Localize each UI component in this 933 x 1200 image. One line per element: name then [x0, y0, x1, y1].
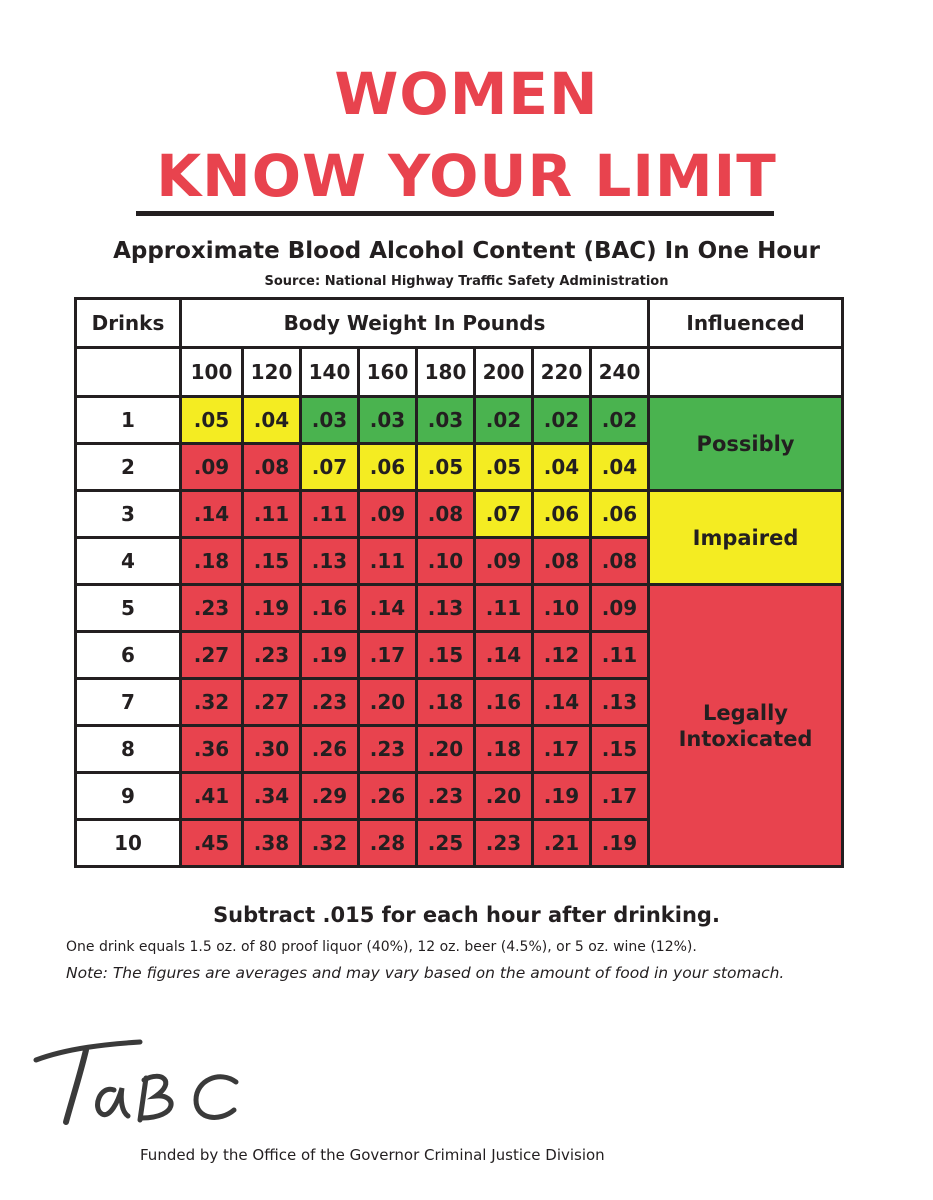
bac-cell: .23 [181, 585, 243, 632]
title-know-your-limit: KNOW YOUR LIMIT [156, 142, 777, 210]
bac-cell: .30 [243, 726, 301, 773]
bac-cell: .06 [533, 491, 591, 538]
bac-cell: .09 [475, 538, 533, 585]
bac-cell: .12 [533, 632, 591, 679]
weight-header-220: 220 [533, 348, 591, 397]
zone-label-line1: Legally [703, 700, 788, 725]
bac-cell: .23 [243, 632, 301, 679]
drinks-count: 1 [76, 397, 181, 444]
drinks-count: 2 [76, 444, 181, 491]
drinks-count: 6 [76, 632, 181, 679]
bac-table [74, 297, 844, 868]
bac-cell: .16 [301, 585, 359, 632]
weight-header-200: 200 [475, 348, 533, 397]
drinks-header: Drinks [76, 299, 181, 348]
bac-cell: .19 [243, 585, 301, 632]
bac-cell: .13 [301, 538, 359, 585]
chart-subtitle: Approximate Blood Alcohol Content (BAC) In One Hour [113, 238, 820, 264]
bac-cell: .20 [417, 726, 475, 773]
bac-cell: .15 [591, 726, 649, 773]
bac-cell: .14 [181, 491, 243, 538]
bac-cell: .08 [533, 538, 591, 585]
weight-header-160: 160 [359, 348, 417, 397]
bac-cell: .17 [359, 632, 417, 679]
bac-cell: .04 [591, 444, 649, 491]
bac-cell: .13 [417, 585, 475, 632]
bac-cell: .28 [359, 820, 417, 867]
drinks-count: 10 [76, 820, 181, 867]
drinks-count: 8 [76, 726, 181, 773]
bac-cell: .38 [243, 820, 301, 867]
bac-cell: .17 [591, 773, 649, 820]
bac-cell: .11 [591, 632, 649, 679]
bac-cell: .07 [475, 491, 533, 538]
zone-impaired: Impaired [649, 491, 843, 585]
bac-cell: .45 [181, 820, 243, 867]
bac-cell: .08 [243, 444, 301, 491]
zone-legally-intoxicated [649, 585, 843, 867]
bac-cell: .19 [591, 820, 649, 867]
bac-cell: .09 [181, 444, 243, 491]
bac-cell: .08 [591, 538, 649, 585]
bac-cell: .04 [243, 397, 301, 444]
bac-cell: .11 [301, 491, 359, 538]
weight-header-100: 100 [181, 348, 243, 397]
bac-cell: .23 [475, 820, 533, 867]
title-underline [136, 211, 774, 216]
bac-cell: .32 [301, 820, 359, 867]
bac-cell: .17 [533, 726, 591, 773]
bac-cell: .09 [591, 585, 649, 632]
bac-cell: .21 [533, 820, 591, 867]
drinks-count: 3 [76, 491, 181, 538]
bac-cell: .23 [359, 726, 417, 773]
bac-cell: .27 [243, 679, 301, 726]
bac-cell: .19 [301, 632, 359, 679]
tabc-logo [28, 1030, 248, 1130]
drinks-count: 9 [76, 773, 181, 820]
bac-cell: .23 [417, 773, 475, 820]
bac-cell: .02 [591, 397, 649, 444]
bac-cell: .18 [417, 679, 475, 726]
drink-definition: One drink equals 1.5 oz. of 80 proof liquor (40%), 12 oz. beer (4.5%), or 5 oz. wine (12%). [66, 939, 697, 955]
bac-cell: .05 [417, 444, 475, 491]
bac-cell: .16 [475, 679, 533, 726]
table-row [76, 491, 843, 538]
bac-cell: .34 [243, 773, 301, 820]
bac-cell: .08 [417, 491, 475, 538]
subtract-note: Subtract .015 for each hour after drinking. [213, 903, 720, 927]
bac-cell: .25 [417, 820, 475, 867]
bac-cell: .14 [475, 632, 533, 679]
bac-cell: .26 [301, 726, 359, 773]
bac-cell: .14 [359, 585, 417, 632]
source-line: Source: National Highway Traffic Safety Administration [264, 274, 669, 289]
bac-cell: .23 [301, 679, 359, 726]
bac-cell: .20 [359, 679, 417, 726]
bac-cell: .10 [533, 585, 591, 632]
bac-cell: .13 [591, 679, 649, 726]
bac-cell: .03 [417, 397, 475, 444]
bac-cell: .02 [475, 397, 533, 444]
bac-cell: .29 [301, 773, 359, 820]
bac-cell: .06 [591, 491, 649, 538]
bac-cell: .02 [533, 397, 591, 444]
bac-cell: .03 [359, 397, 417, 444]
bac-cell: .18 [475, 726, 533, 773]
averages-note: Note: The figures are averages and may vary based on the amount of food in your stomach. [66, 964, 785, 982]
bac-cell: .05 [181, 397, 243, 444]
drinks-count: 4 [76, 538, 181, 585]
bac-cell: .03 [301, 397, 359, 444]
drinks-count: 7 [76, 679, 181, 726]
table-row [76, 585, 843, 632]
bac-cell: .20 [475, 773, 533, 820]
weight-header-120: 120 [243, 348, 301, 397]
bac-cell: .15 [417, 632, 475, 679]
bac-cell: .04 [533, 444, 591, 491]
bac-cell: .26 [359, 773, 417, 820]
bac-cell: .36 [181, 726, 243, 773]
bac-cell: .11 [243, 491, 301, 538]
bac-cell: .06 [359, 444, 417, 491]
bac-cell: .32 [181, 679, 243, 726]
influenced-header: Influenced [649, 299, 843, 348]
bac-cell: .07 [301, 444, 359, 491]
bac-cell: .09 [359, 491, 417, 538]
zone-possibly: Possibly [649, 397, 843, 491]
weights-corner-right [649, 348, 843, 397]
bac-cell: .05 [475, 444, 533, 491]
bac-cell: .11 [359, 538, 417, 585]
bac-cell: .10 [417, 538, 475, 585]
weight-header-140: 140 [301, 348, 359, 397]
weight-header-240: 240 [591, 348, 649, 397]
body-weight-header: Body Weight In Pounds [181, 299, 649, 348]
title-women: WOMEN [334, 60, 599, 128]
bac-cell: .11 [475, 585, 533, 632]
bac-cell: .14 [533, 679, 591, 726]
bac-cell: .19 [533, 773, 591, 820]
funded-by: Funded by the Office of the Governor Criminal Justice Division [140, 1146, 605, 1164]
bac-cell: .15 [243, 538, 301, 585]
bac-cell: .41 [181, 773, 243, 820]
table-row [76, 397, 843, 444]
zone-label-line2: Intoxicated [678, 726, 813, 751]
bac-cell: .27 [181, 632, 243, 679]
bac-cell: .18 [181, 538, 243, 585]
drinks-count: 5 [76, 585, 181, 632]
weights-corner [76, 348, 181, 397]
weight-header-180: 180 [417, 348, 475, 397]
